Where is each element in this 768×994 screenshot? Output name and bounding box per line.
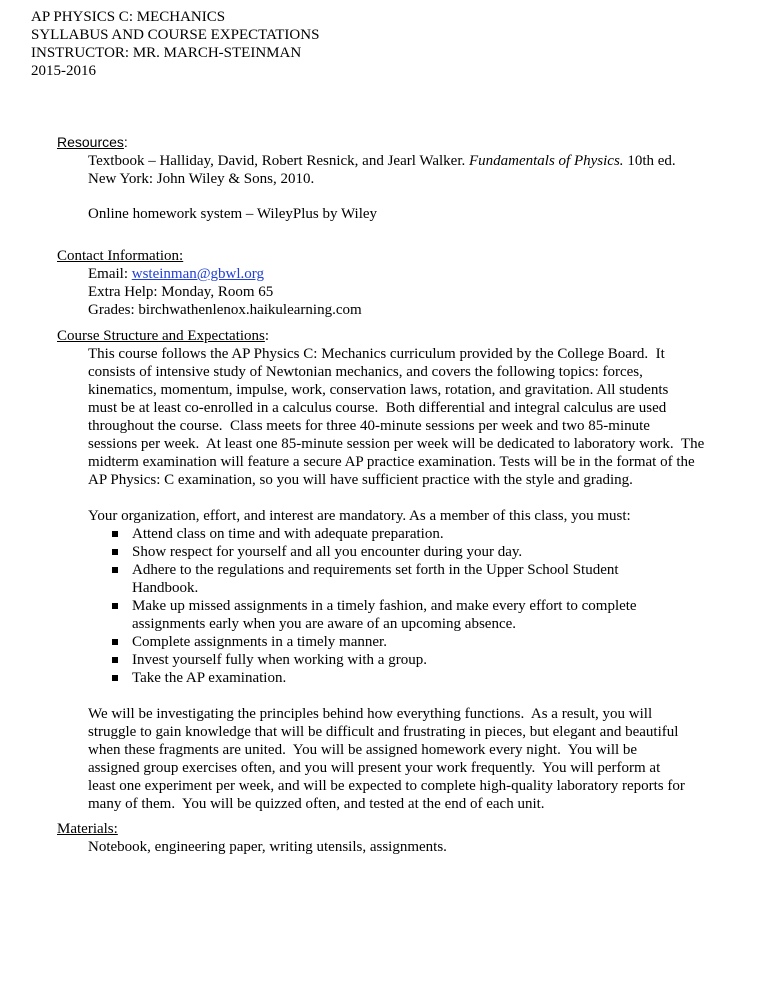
course-description-line: This course follows the AP Physics C: Mechanics curriculum provided by the College Board. It (88, 346, 665, 362)
school-year: 2015-2016 (31, 63, 96, 79)
course-description-line: midterm examination will feature a secure AP practice examination. Tests will be in the format of the (88, 454, 695, 470)
course-description-line: sessions per week. At least one 85-minute session per week will be dedicated to laboratory work. The (88, 436, 705, 452)
expectation-item (112, 669, 723, 687)
online-homework: Online homework system – WileyPlus by Wiley (88, 206, 378, 222)
course-closing (88, 705, 723, 813)
course-description-line: throughout the course. Class meets for three 40-minute sessions per week and two 85-minute (88, 418, 650, 434)
course-description (88, 345, 723, 489)
course-closing-line: many of them. You will be quizzed often, and tested at the end of each unit. (88, 796, 545, 812)
course-description-line: kinematics, momentum, impulse, work, conservation laws, rotation, and gravitation. All students (88, 382, 669, 398)
expectation-item (112, 561, 723, 597)
course-closing-line: least one experiment per week, and will be expected to complete high-quality laboratory reports for (88, 778, 685, 794)
expectation-text: Attend class on time and with adequate preparation. (132, 526, 444, 542)
resources-heading: Resources (57, 134, 124, 150)
expectation-item (112, 525, 723, 543)
textbook-publisher: New York: John Wiley & Sons, 2010. (88, 171, 315, 187)
square-bullet-icon (112, 603, 118, 609)
course-closing-line: when these fragments are united. You will be assigned homework every night. You will be (88, 742, 638, 758)
grades-site: Grades: birchwathenlenox.haikulearning.com (88, 302, 362, 318)
resources-section: Resources: Textbook – Halliday, David, Robert Resnick, and Jearl Walker. Fundamentals of Physics. 10th ed. New York: John Wiley & Sons, 2010. Online homework system – WileyPlus by Wiley (63, 133, 723, 223)
square-bullet-icon (112, 531, 118, 537)
instructor-line: INSTRUCTOR: MR. MARCH-STEINMAN (31, 45, 302, 61)
expectation-item (112, 597, 723, 633)
expectation-text: Make up missed assignments in a timely fashion, and make every effort to complete assignments early when you are aware of an upcoming absence. (132, 598, 637, 632)
email-link[interactable]: wsteinman@gbwl.org (131, 266, 265, 282)
expectations-intro: Your organization, effort, and interest are mandatory. As a member of this class, you must: (88, 508, 631, 524)
course-closing-line: struggle to gain knowledge that will be difficult and frustrating in pieces, but elegant and beautiful (88, 724, 679, 740)
document-header (31, 8, 319, 80)
course-description-line: AP Physics: C examination, so you will have sufficient practice with the style and grading. (88, 472, 633, 488)
expectation-text: Take the AP examination. (132, 670, 287, 686)
materials-heading: Materials: (57, 821, 118, 837)
course-description-line: consists of intensive study of Newtonian mechanics, and covers the following topics: forces, (88, 364, 643, 380)
course-title: AP PHYSICS C: MECHANICS (31, 9, 226, 25)
course-closing-line: We will be investigating the principles behind how everything functions. As a result, you will (88, 706, 653, 722)
square-bullet-icon (112, 567, 118, 573)
textbook-citation: Textbook – Halliday, David, Robert Resnick, and Jearl Walker. Fundamentals of Physics. 10th ed. (88, 153, 676, 169)
document-subtitle: SYLLABUS AND COURSE EXPECTATIONS (31, 27, 320, 43)
contact-section (57, 247, 723, 319)
course-closing-line: assigned group exercises often, and you will present your work frequently. You will perform at (88, 760, 661, 776)
extra-help: Extra Help: Monday, Room 65 (88, 284, 274, 300)
expectation-text: Adhere to the regulations and requirements set forth in the Upper School Student Handbook. (132, 562, 619, 596)
expectation-item (112, 543, 723, 561)
course-section: Course Structure and Expectations: This course follows the AP Physics C: Mechanics curriculum provided by the College Board. It consists of intensive study of Newtonian mechanics, and covers the following topics: forces, kinematics, momentum, impulse, work, conservation laws, rotation, and gravitation. All students must be at least co-enrolled in a calculus course. Both differential and integral calculus are used throughout the course. Class meets for three 40-minute sessions per week and two 85-minute sessions per week. At least one 85-minute session per week will be dedicated to laboratory work. The midterm examination will feature a secure AP practice examination. Tests will be in the format of the AP Physics: C examination, so you will have sufficient practice with the style and grading. Your organization, effort, and interest are mandatory. As a member of this class, you must: Attend class on time and with adequate preparation. Show respect for yourself and all you encounter during your day. Adhere to the regulations and requirements set forth in the Upper School Student Handbook. Make up missed assignments in a timely fashion, and make every effort to complete assignments early when you are aware of an upcoming absence. Complete assignments in a timely manner. Invest yourself fully when working with a group. Take the AP examination. We will be investigating the principles behind how everything functions. As a result, you will struggle to gain knowledge that will be difficult and frustrating in pieces, but elegant and beautiful when these fragments are united. You will be assigned homework every night. You will be assigned group exercises often, and you will present your work frequently. You will perform at least one experiment per week, and will be expected to complete high-quality laboratory reports for many of them. You will be quizzed often, and tested at the end of each unit. (63, 327, 723, 813)
course-heading: Course Structure and Expectations (57, 328, 265, 344)
course-description-line: must be at least co-enrolled in a calculus course. Both differential and integral calculus are used (88, 400, 667, 416)
square-bullet-icon (112, 639, 118, 645)
square-bullet-icon (112, 657, 118, 663)
expectation-item (112, 633, 723, 651)
square-bullet-icon (112, 675, 118, 681)
materials-section (57, 820, 723, 856)
expectations-list (112, 525, 723, 687)
textbook-title: Fundamentals of Physics. (468, 153, 624, 169)
expectation-item (112, 651, 723, 669)
square-bullet-icon (112, 549, 118, 555)
expectation-text: Complete assignments in a timely manner. (132, 634, 387, 650)
expectation-text: Invest yourself fully when working with a group. (132, 652, 427, 668)
materials-text: Notebook, engineering paper, writing utensils, assignments. (88, 839, 447, 855)
email-line: Email: wsteinman@gbwl.org (88, 266, 265, 282)
contact-heading: Contact Information: (57, 248, 184, 264)
expectation-text: Show respect for yourself and all you encounter during your day. (132, 544, 523, 560)
